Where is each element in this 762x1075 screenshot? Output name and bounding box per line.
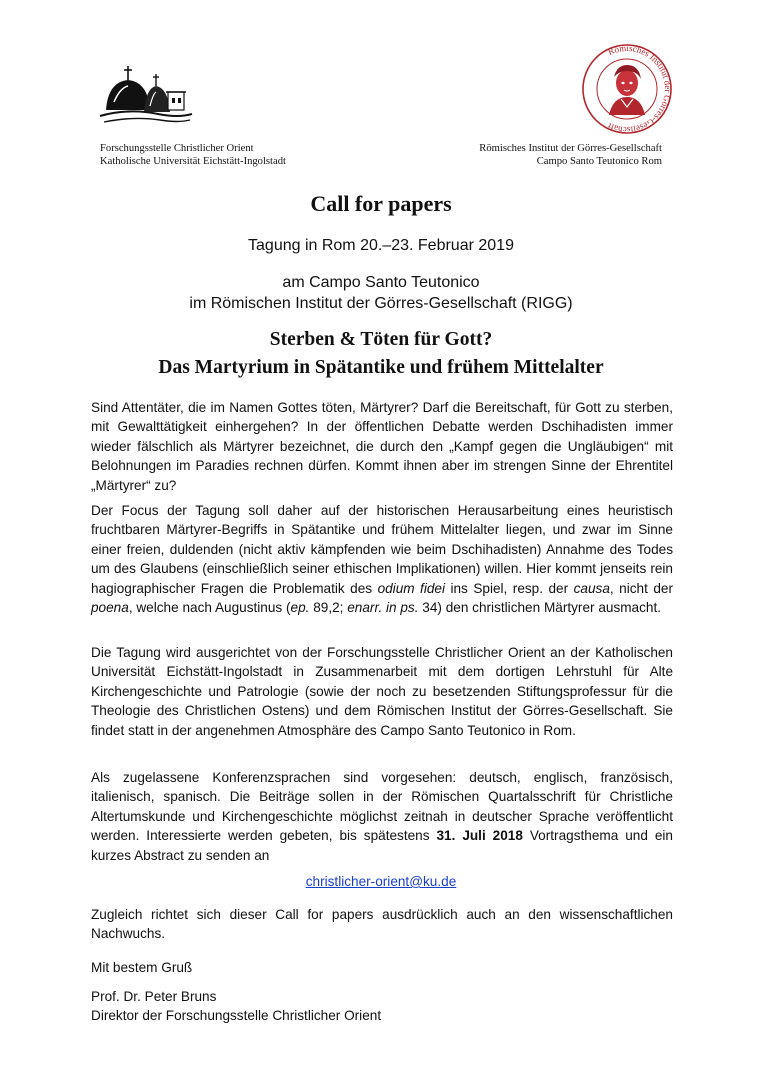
left-institution: [100, 143, 286, 168]
paragraph-text: [91, 501, 673, 617]
text-run: Als zugelassene Konferenzsprachen sind vorgesehen: deutsch, englisch, französisch, italienisch, spanisch. Die Beiträge sollen in der Römischen Quartalsschrift für Christliche Altertumskunde und Kirchengeschichte möglichst zeitnah in deutscher Sprache veröffentlicht werden. Interessierte werden gebeten, bis spätestens: [91, 770, 673, 844]
paragraph-text: Zugleich richtet sich dieser Call for papers ausdrücklich auch an den wissenschaftlichen Nachwuchs.: [91, 907, 673, 942]
event-place: am Campo Santo Teutonico: [282, 274, 480, 291]
event-institute: im Römischen Institut der Görres-Gesellschaft (RIGG): [189, 295, 573, 312]
paragraph-languages: [91, 768, 673, 865]
greeting: [91, 958, 673, 977]
svg-text:Römisches Institut der Görres-: Römisches Institut der Görres-Gesellschaft: [606, 43, 673, 135]
event-date: Tagung in Rom 20.–23. Februar 2019: [248, 237, 514, 254]
left-institution-line: Forschungsstelle Christlicher Orient: [100, 143, 254, 154]
right-institution-line: Römisches Institut der Görres-Gesellschaft: [479, 143, 662, 154]
text-run: ins Spiel, resp. der: [445, 580, 574, 596]
citation: enarr. in ps.: [347, 600, 419, 616]
text-run: , welche nach Augustinus (: [128, 600, 291, 616]
latin-term: odium fidei: [377, 580, 445, 596]
portrait-seal-icon: [581, 43, 673, 135]
paragraph-text: Sind Attentäter, die im Namen Gottes töten, Märtyrer? Darf die Bereitschaft, für Gott zu sterben, mit Gewalttätigkeit einhergehen? In der öffentlichen Debatte werden Dschihadisten immer wieder fälschlich als Märtyrer bezeichnet, die durch den „Kampf gegen die Ungläubigen“ mit Belohnungen im Paradies rechnen dürfen. Kommt ihnen aber im strengen Sinne der Ehrentitel „Märtyrer“ zu?: [91, 400, 673, 493]
paragraph-organizers: [91, 643, 673, 740]
page-title: Call for papers: [310, 191, 452, 216]
right-institution-line: Campo Santo Teutonico Rom: [536, 155, 662, 167]
email-row: [0, 872, 762, 891]
email-link[interactable]: christlicher-orient@ku.de: [305, 874, 457, 889]
latin-term: causa: [573, 580, 610, 596]
left-institution-line: Katholische Universität Eichstätt-Ingolstadt: [100, 155, 286, 167]
paragraph-text: [91, 768, 673, 865]
text-run: 89,2;: [309, 600, 348, 616]
greeting-text: Mit bestem Gruß: [91, 960, 193, 975]
signature: [91, 987, 673, 1026]
right-institution: [479, 143, 662, 168]
paragraph-text: Die Tagung wird ausgerichtet von der Forschungsstelle Christlicher Orient an der Katholischen Universität Eichstätt-Ingolstadt in Zusammenarbeit mit dem dortigen Lehrstuhl für Alte Kirchengeschichte und Patrologie (sowie der noch zu besetzenden Stiftungsprofessur für die Theologie des Christlichen Ostens) und dem Römischen Institut der Görres-Gesellschaft. Sie findet statt in der angenehmen Atmosphäre des Campo Santo Teutonico in Rom.: [91, 645, 673, 738]
paragraph-focus: [91, 501, 673, 617]
latin-term: poena: [91, 600, 129, 616]
deadline: 31. Juli 2018: [436, 828, 523, 844]
signature-title: Direktor der Forschungsstelle Christlicher Orient: [91, 1008, 382, 1024]
signature-name: Prof. Dr. Peter Bruns: [91, 989, 217, 1004]
church-domes-icon: [98, 62, 194, 132]
topic-heading-line1: Sterben & Töten für Gott?: [269, 329, 493, 350]
text-run: , nicht der: [609, 580, 673, 596]
topic-heading-line2: Das Martyrium in Spätantike und frühem Mittelalter: [158, 357, 604, 378]
citation: ep.: [290, 600, 310, 616]
text-run: Vortragsthema und ein kurzes Abstract zu senden an: [91, 828, 673, 863]
paragraph-young-researchers: [91, 905, 673, 944]
text-run: 34) den christlichen Märtyrer ausmacht.: [418, 600, 662, 616]
text-run: Der Focus der Tagung soll daher auf der historischen Herausarbeitung eines heuristisch fruchtbaren Märtyrer-Begriffs in Spätantike und frühem Mittelalter liegen, und zwar im Sinne einer freien, duldenden (nicht aktiv kämpfenden wie beim Dschihadisten) Annahme des Todes um des Glaubens (einschließlich seiner ethischen Implikationen) willen. Hier kommt jenseits rein hagiographischer Fragen die Problematik des: [91, 503, 673, 596]
paragraph-intro: [91, 398, 673, 495]
